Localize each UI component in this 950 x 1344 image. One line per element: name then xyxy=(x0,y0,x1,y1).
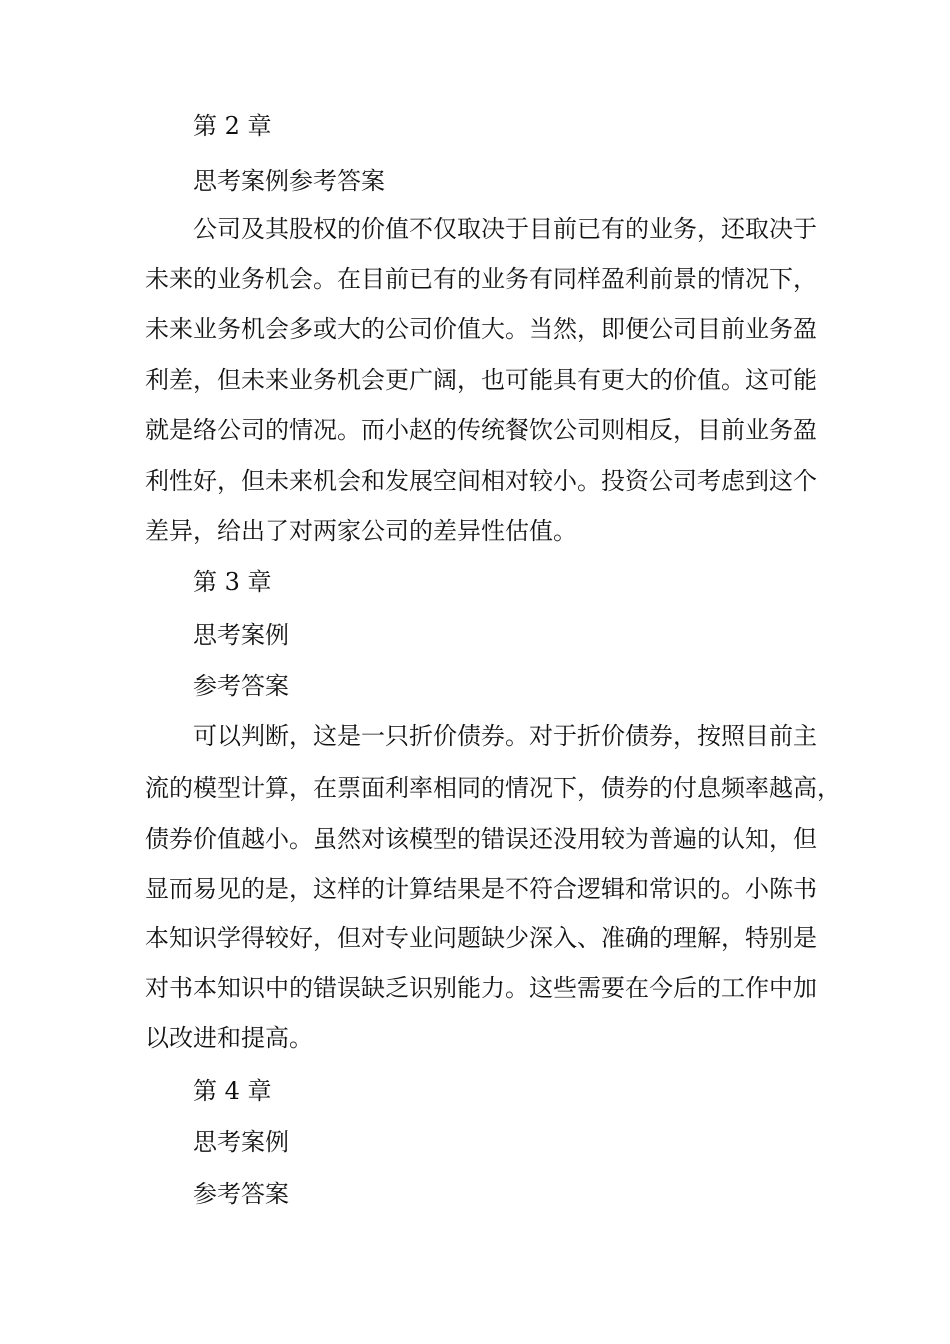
paragraph-line: 显而易见的是，这样的计算结果是不符合逻辑和常识的。小陈书 xyxy=(145,875,817,903)
chapter-3-answer-label: 参考答案 xyxy=(193,672,289,700)
paragraph-line: 就是络公司的情况。而小赵的传统餐饮公司则相反，目前业务盈 xyxy=(145,416,817,444)
paragraph-line: 利差，但未来业务机会更广阔，也可能具有更大的价值。这可能 xyxy=(145,366,817,394)
chapter-3-heading: 第 3 章 xyxy=(193,568,272,596)
chapter-4-subheading: 思考案例 xyxy=(193,1128,289,1156)
chapter-2-heading: 第 2 章 xyxy=(193,112,272,140)
paragraph-line: 流的模型计算，在票面利率相同的情况下，债券的付息频率越高， xyxy=(145,774,841,802)
paragraph-line: 利性好，但未来机会和发展空间相对较小。投资公司考虑到这个 xyxy=(145,467,817,495)
paragraph-line: 未来的业务机会。在目前已有的业务有同样盈利前景的情况下， xyxy=(145,265,817,293)
paragraph-line: 差异，给出了对两家公司的差异性估值。 xyxy=(145,517,577,545)
paragraph-line: 本知识学得较好，但对专业问题缺少深入、准确的理解，特别是 xyxy=(145,924,817,952)
paragraph-line: 未来业务机会多或大的公司价值大。当然，即便公司目前业务盈 xyxy=(145,315,817,343)
chapter-2-subheading: 思考案例参考答案 xyxy=(193,167,385,195)
chapter-4-heading: 第 4 章 xyxy=(193,1077,272,1105)
paragraph-line: 债券价值越小。虽然对该模型的错误还没用较为普遍的认知，但 xyxy=(145,825,817,853)
paragraph-line: 以改进和提高。 xyxy=(145,1024,313,1052)
chapter-3-subheading: 思考案例 xyxy=(193,621,289,649)
paragraph-line: 公司及其股权的价值不仅取决于目前已有的业务，还取决于 xyxy=(193,215,817,243)
paragraph-line: 对书本知识中的错误缺乏识别能力。这些需要在今后的工作中加 xyxy=(145,974,817,1002)
chapter-4-answer-label: 参考答案 xyxy=(193,1180,289,1208)
paragraph-line: 可以判断，这是一只折价债券。对于折价债券，按照目前主 xyxy=(193,722,817,750)
